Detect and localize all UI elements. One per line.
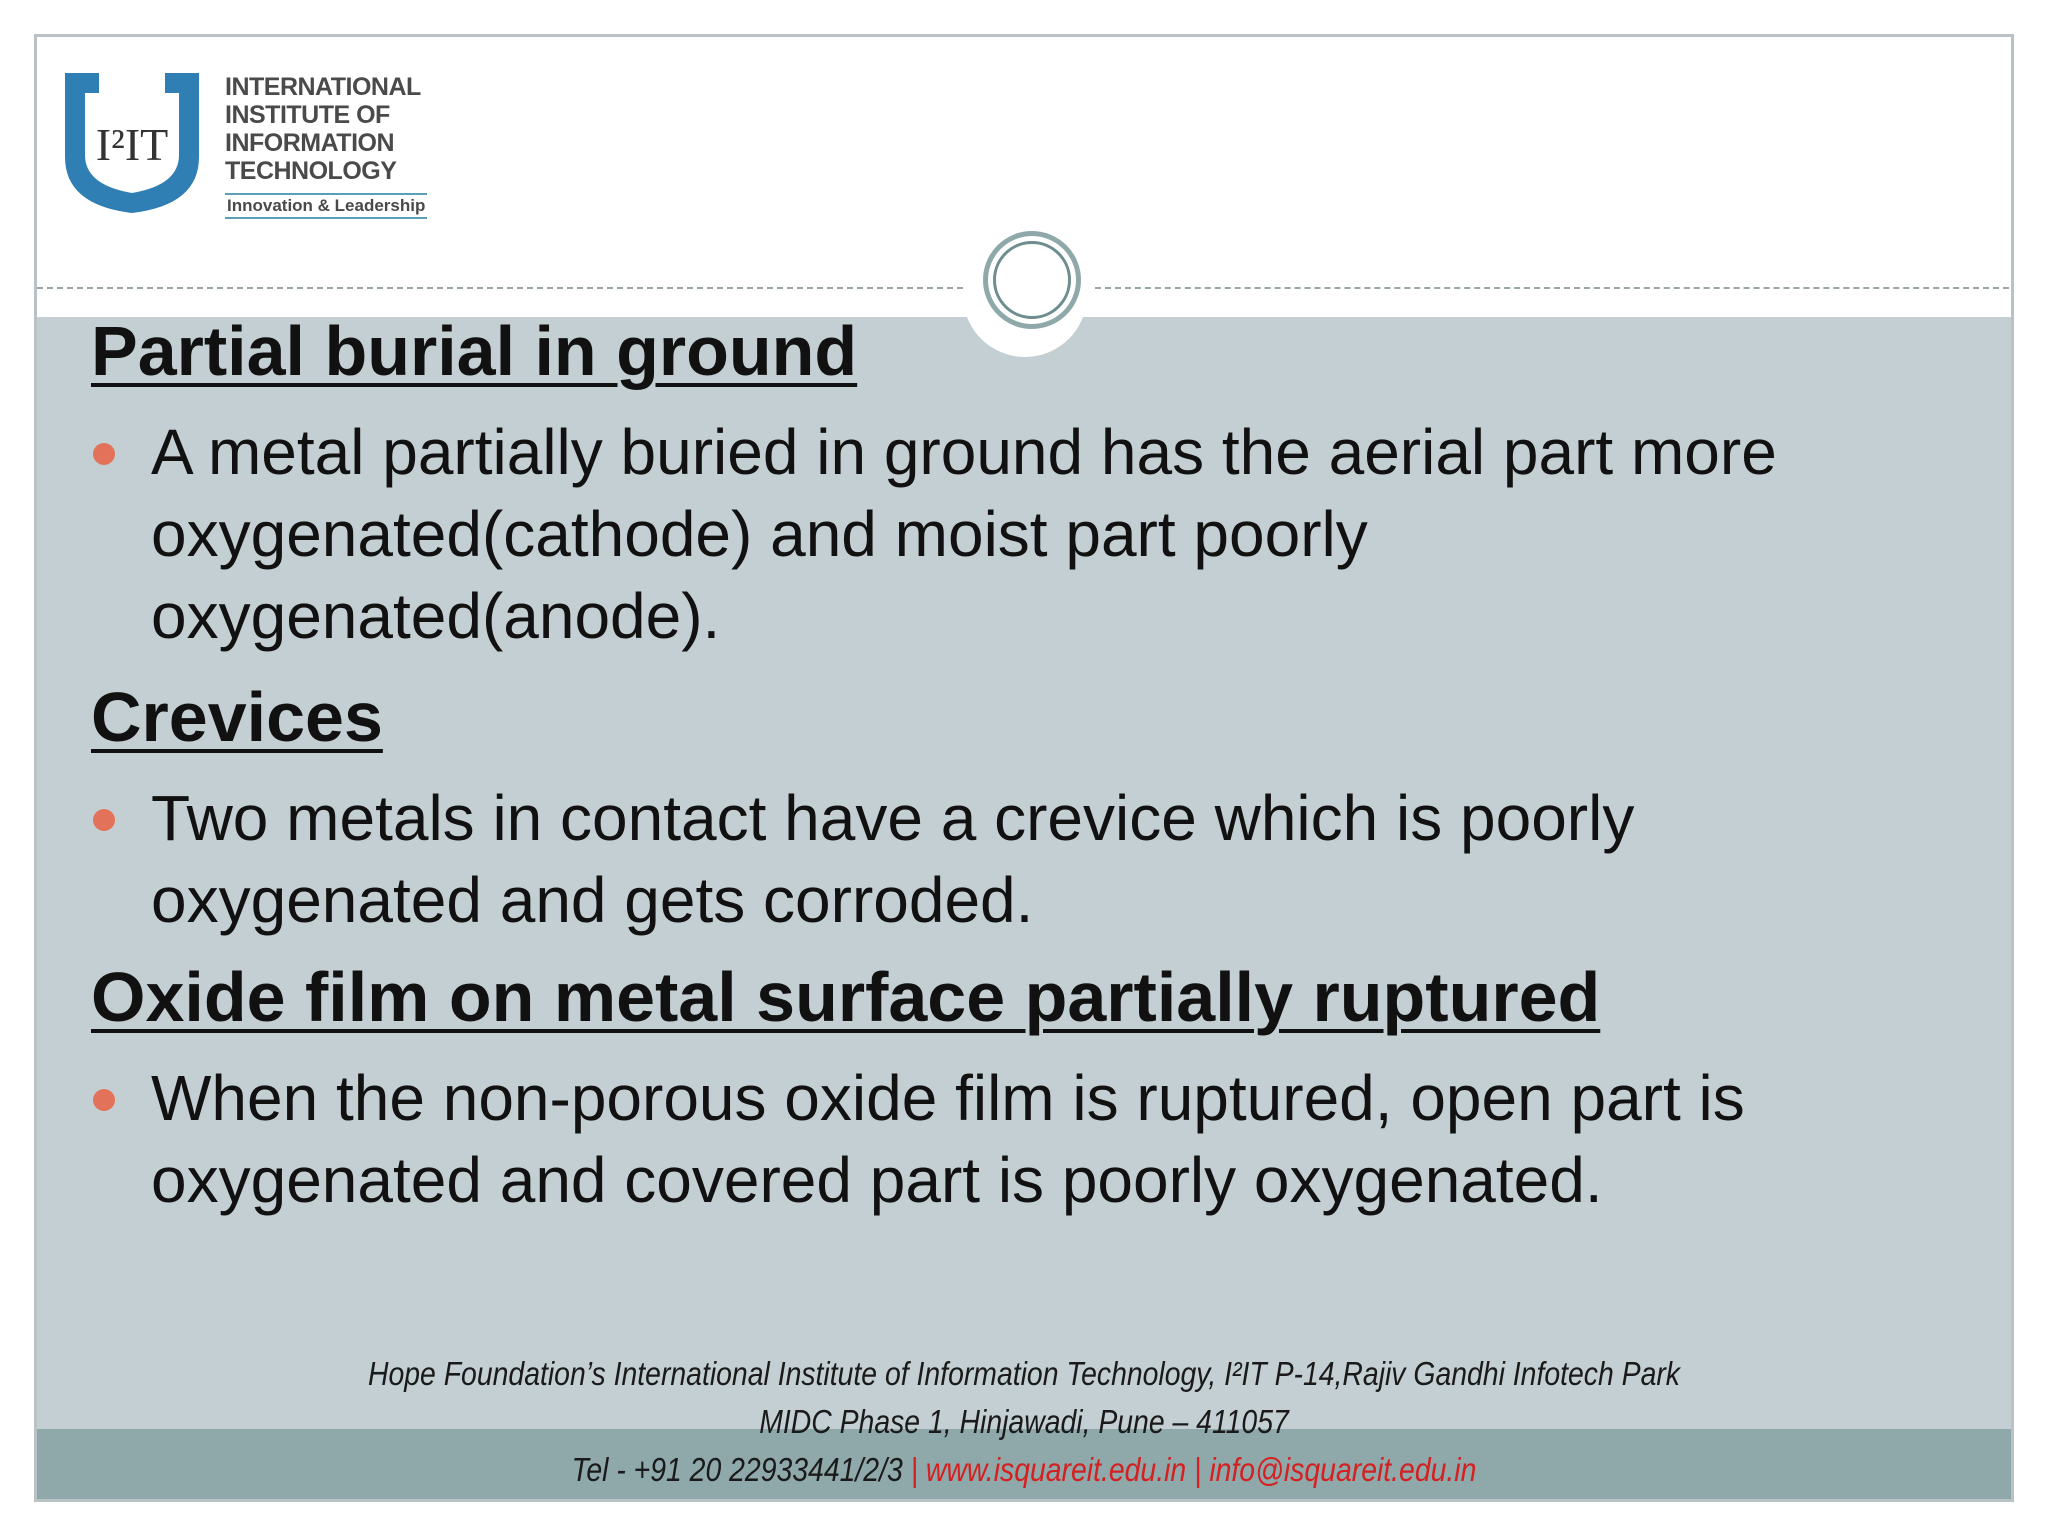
bullet-line: A metal partially buried in ground has the aerial part more (151, 416, 1777, 488)
footer-separator: | (902, 1451, 926, 1488)
bullet-line: oxygenated and gets corroded. (151, 864, 1034, 936)
bullet-line: oxygenated and covered part is poorly oxygenated. (151, 1144, 1603, 1216)
footer-tel: Tel - +91 20 22933441/2/3 (571, 1451, 903, 1488)
header-divider-left (37, 287, 963, 289)
bullet-item (91, 777, 1971, 941)
logo-line: INTERNATIONAL (225, 73, 421, 101)
logo-line: INSTITUTE OF (225, 101, 390, 129)
bullet-line: oxygenated(anode). (151, 580, 721, 652)
footer-contact (175, 1451, 1873, 1489)
bullet-item (91, 1057, 1971, 1221)
slide-body (91, 311, 1971, 1221)
section-heading: Crevices (91, 678, 383, 756)
header-divider-right (1095, 287, 2014, 289)
logo-line: INFORMATION (225, 129, 395, 157)
footer-address-line1: Hope Foundation’s International Institute of Information Technology, I²IT P-14,Rajiv Gandhi Infotech Park (367, 1355, 1681, 1392)
institute-logo (57, 55, 437, 225)
bullet-icon (93, 1089, 115, 1111)
logo-mark-text: I²IT (95, 119, 169, 170)
bullet-icon (93, 809, 115, 831)
section-heading: Oxide film on metal surface partially ruptured (91, 958, 1601, 1036)
footer-email-link[interactable]: info@isquareit.edu.in (1209, 1451, 1477, 1488)
bullet-line: Two metals in contact have a crevice which is poorly (151, 782, 1635, 854)
slide (34, 34, 2014, 1502)
logo-name (225, 73, 421, 185)
footer-separator: | (1186, 1451, 1210, 1488)
logo-line: TECHNOLOGY (225, 157, 397, 185)
bullet-line: When the non-porous oxide film is ruptured, open part is (151, 1062, 1745, 1134)
logo-tagline: Innovation & Leadership (225, 193, 427, 219)
bullet-item (91, 411, 1971, 657)
divider-circle-inner (993, 241, 1071, 319)
section-heading: Partial burial in ground (91, 312, 858, 390)
logo-mark-icon (57, 65, 207, 215)
bullet-icon (93, 443, 115, 465)
footer-address-line2: MIDC Phase 1, Hinjawadi, Pune – 411057 (759, 1403, 1289, 1440)
bullet-line: oxygenated(cathode) and moist part poorly (151, 498, 1368, 570)
footer-website-link[interactable]: www.isquareit.edu.in (925, 1451, 1187, 1488)
